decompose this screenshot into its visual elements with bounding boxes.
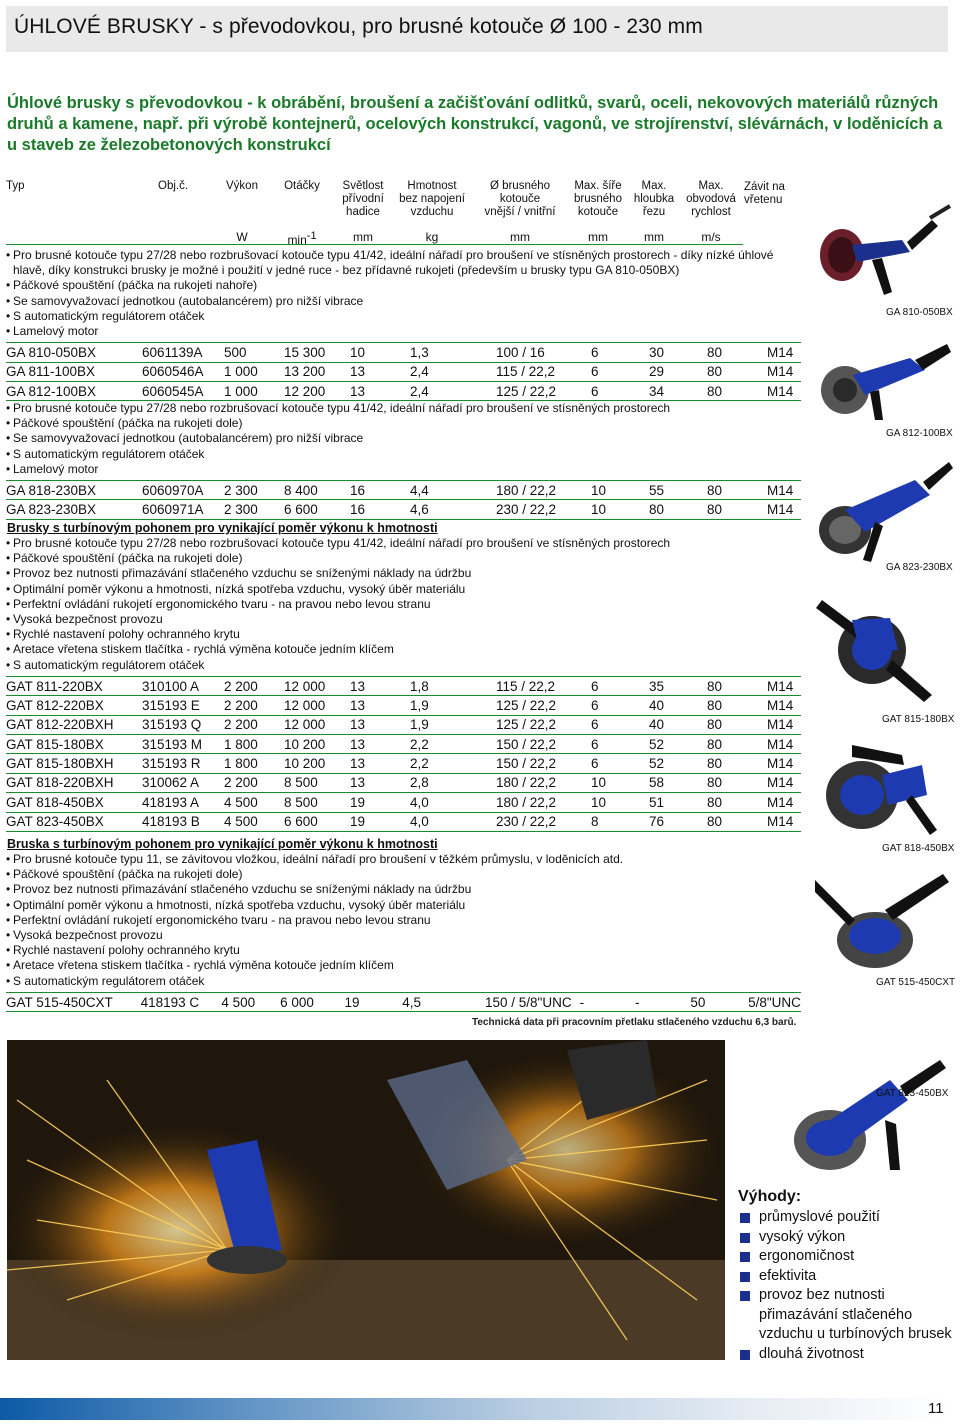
bullet: • Se samovyvažovací jednotkou (autobalancérem) pro nižší vibrace xyxy=(0,294,800,309)
table-cell: 1 800 xyxy=(224,735,284,754)
unit-mm-depth: mm xyxy=(644,230,664,244)
table-cell: 6 xyxy=(591,715,649,734)
header-divider xyxy=(6,244,743,245)
table-cell: 418193 C xyxy=(141,992,222,1011)
table-cell: 2 200 xyxy=(224,715,284,734)
header-vykon: Výkon xyxy=(226,180,258,192)
table-cell: 115 / 22,2 xyxy=(496,362,591,381)
table-cell: 230 / 22,2 xyxy=(496,812,591,831)
table-cell: 1,8 xyxy=(410,676,496,695)
table-cell: 4 500 xyxy=(224,812,284,831)
page-number: 11 xyxy=(928,1400,944,1417)
table-cell: 5/8"UNC xyxy=(748,992,801,1011)
bullet: • Perfektní ovládání rukojetí ergonomického tvaru - na pravou nebo levou stranu xyxy=(0,913,800,928)
table-cell: 6 xyxy=(591,362,649,381)
bullet: • Rychlé nastavení polohy ochranného krytu xyxy=(0,627,800,642)
table-cell: 6 xyxy=(591,735,649,754)
table-cell: 10 xyxy=(591,773,649,792)
table-cell: 8 500 xyxy=(284,793,350,812)
bullet: • Páčkové spouštění (páčka na rukojeti nahoře) xyxy=(0,278,800,293)
table-cell: 80 xyxy=(707,715,767,734)
table-cell: 16 xyxy=(350,481,410,500)
table-cell: 4 500 xyxy=(221,992,280,1011)
table-row xyxy=(6,382,801,401)
table-row xyxy=(6,735,801,754)
table-cell: 2,2 xyxy=(410,735,496,754)
table-cell: M14 xyxy=(767,696,801,715)
bullet: • Se samovyvažovací jednotkou (autobalancérem) pro nižší vibrace xyxy=(0,431,800,446)
bullet: • Vysoká bezpečnost provozu xyxy=(0,928,800,943)
section-4-table xyxy=(6,992,801,1012)
table-cell: GAT 812-220BXH xyxy=(6,715,142,734)
table-cell: 6061139A xyxy=(142,343,224,362)
title-bar xyxy=(6,6,948,52)
table-cell: M14 xyxy=(767,793,801,812)
section-4-heading: Bruska s turbínovým pohonem pro vynikající poměr výkonu k hmotnosti xyxy=(7,837,438,851)
table-cell: 1,3 xyxy=(410,343,496,362)
table-cell: 115 / 22,2 xyxy=(496,676,591,695)
table-cell: 315193 R xyxy=(142,754,224,773)
header-svetlost: Světlost přívodní hadice xyxy=(342,180,384,218)
table-cell: 4 500 xyxy=(224,793,284,812)
advantage-item: průmyslové použití xyxy=(738,1208,953,1228)
table-cell: GAT 818-220BXH xyxy=(6,773,142,792)
table-cell: 10 xyxy=(591,481,649,500)
advantage-item: dlouhá životnost xyxy=(738,1345,953,1365)
table-cell: 6 xyxy=(591,754,649,773)
table-cell: GA 823-230BX xyxy=(6,500,142,519)
unit-ms: m/s xyxy=(701,230,721,244)
table-cell: 80 xyxy=(707,676,767,695)
header-hmotnost: Hmotnost bez napojení vzduchu xyxy=(399,180,465,218)
table-cell: 2 200 xyxy=(224,696,284,715)
table-cell: 34 xyxy=(649,382,707,401)
table-cell: GA 812-100BX xyxy=(6,382,142,401)
table-row xyxy=(6,676,801,695)
table-cell: GAT 812-220BX xyxy=(6,696,142,715)
table-cell: M14 xyxy=(767,500,801,519)
technical-note: Technická data při pracovním přetlaku stlačeného vzduchu 6,3 barů. xyxy=(472,1017,797,1028)
table-cell: 315193 Q xyxy=(142,715,224,734)
table-cell: 13 xyxy=(350,754,410,773)
unit-mm-width: mm xyxy=(588,230,608,244)
advantage-item: ergonomičnost xyxy=(738,1247,953,1267)
table-cell: - xyxy=(580,992,635,1011)
table-cell: M14 xyxy=(767,812,801,831)
table-cell: M14 xyxy=(767,382,801,401)
header-otacky: Otáčky xyxy=(284,180,320,192)
table-cell: 52 xyxy=(649,735,707,754)
bullet: • Pro brusné kotouče typu 27/28 nebo rozbrušovací kotouče typu 41/42, ideální nářadí pro broušení ve stísněných prostorech - díky nízké úhlové hlavě, díky konstrukci brusky je možné i použití v jedné ruce - bez přídavné rukojeti (především u brusky typu GA 810-050BX) xyxy=(0,248,803,278)
grinder-image-gat815 xyxy=(812,590,952,710)
table-cell: 6 xyxy=(591,676,649,695)
table-cell: 1 000 xyxy=(224,382,284,401)
bullet: • Lamelový motor xyxy=(0,462,800,477)
table-cell: 4,5 xyxy=(402,992,485,1011)
product-label-6: GAT 515-450CXT xyxy=(876,977,956,988)
table-cell: 6060545A xyxy=(142,382,224,401)
table-cell: GA 810-050BX xyxy=(6,343,142,362)
page-title: ÚHLOVÉ BRUSKY - s převodovkou, pro brusné kotouče Ø 100 - 230 mm xyxy=(14,15,703,38)
table-row xyxy=(6,362,801,381)
table-cell: 2 300 xyxy=(224,481,284,500)
table-cell: 80 xyxy=(707,481,767,500)
table-row xyxy=(6,500,801,519)
table-cell: 150 / 5/8"UNC xyxy=(485,992,580,1011)
grinding-photo xyxy=(7,1040,725,1360)
table-cell: 418193 B xyxy=(142,812,224,831)
table-row xyxy=(6,992,801,1011)
table-cell: 500 xyxy=(224,343,284,362)
table-cell: 80 xyxy=(649,500,707,519)
table-cell: M14 xyxy=(767,754,801,773)
bullet: • Optimální poměr výkonu a hmotnosti, nízká spotřeba vzduchu, vysoký úběr materiálu xyxy=(0,898,800,913)
bullet: • S automatickým regulátorem otáček xyxy=(0,309,800,324)
grinder-image-ga823 xyxy=(815,460,955,565)
table-cell: 12 000 xyxy=(284,715,350,734)
table-cell: 40 xyxy=(649,715,707,734)
table-cell: 2,2 xyxy=(410,754,496,773)
table-cell: 12 000 xyxy=(284,696,350,715)
table-row xyxy=(6,773,801,792)
table-cell: 1,9 xyxy=(410,696,496,715)
table-cell: 76 xyxy=(649,812,707,831)
table-cell: GA 811-100BX xyxy=(6,362,142,381)
section-1 xyxy=(0,248,800,401)
table-row xyxy=(6,715,801,734)
table-cell: GAT 818-450BX xyxy=(6,793,142,812)
bullet: • S automatickým regulátorem otáček xyxy=(0,974,800,989)
advantages-title: Výhody: xyxy=(738,1188,802,1205)
table-cell: 310100 A xyxy=(142,676,224,695)
table-row xyxy=(6,793,801,812)
table-cell: 4,0 xyxy=(410,793,496,812)
section-1-table xyxy=(6,342,801,401)
bullet: • Rychlé nastavení polohy ochranného krytu xyxy=(0,943,800,958)
table-cell: M14 xyxy=(767,715,801,734)
table-cell: 80 xyxy=(707,773,767,792)
table-cell: 15 300 xyxy=(284,343,350,362)
bullet: • S automatickým regulátorem otáček xyxy=(0,447,800,462)
grinder-image-gat818 xyxy=(812,735,952,845)
bullet: • Páčkové spouštění (páčka na rukojeti dole) xyxy=(0,867,800,882)
table-row xyxy=(6,812,801,831)
table-cell: 10 xyxy=(350,343,410,362)
table-cell: 6 xyxy=(591,696,649,715)
header-hloubka: Max. hloubka řezu xyxy=(633,180,675,218)
table-cell: M14 xyxy=(767,362,801,381)
table-cell: GAT 815-180BX xyxy=(6,735,142,754)
table-cell: 6 xyxy=(591,382,649,401)
table-cell: 10 200 xyxy=(284,754,350,773)
section-3-heading: Brusky s turbínovým pohonem pro vynikající poměr výkonu k hmotnosti xyxy=(7,521,438,535)
grinder-image-gat515 xyxy=(815,870,955,975)
table-cell: M14 xyxy=(767,481,801,500)
section-4 xyxy=(0,836,800,1012)
table-cell: 125 / 22,2 xyxy=(496,715,591,734)
bullet: • Provoz bez nutnosti přimazávání stlačeného vzduchu se sníženými náklady na údržbu xyxy=(0,882,800,897)
table-cell: 125 / 22,2 xyxy=(496,382,591,401)
table-cell: 125 / 22,2 xyxy=(496,696,591,715)
table-cell: 40 xyxy=(649,696,707,715)
table-cell: 12 200 xyxy=(284,382,350,401)
table-cell: 418193 A xyxy=(142,793,224,812)
table-cell: 10 xyxy=(591,500,649,519)
section-2-bullets xyxy=(0,401,800,477)
table-cell: 150 / 22,2 xyxy=(496,735,591,754)
section-2-table xyxy=(6,480,801,520)
table-cell: 2,8 xyxy=(410,773,496,792)
section-1-bullets xyxy=(0,248,800,339)
table-cell: 180 / 22,2 xyxy=(496,481,591,500)
table-cell: 1 800 xyxy=(224,754,284,773)
table-cell: 100 / 16 xyxy=(496,343,591,362)
bullet: • Optimální poměr výkonu a hmotnosti, nízká spotřeba vzduchu, vysoký úběr materiálu xyxy=(0,582,800,597)
table-cell: 13 xyxy=(350,676,410,695)
table-cell: GAT 515-450CXT xyxy=(6,992,141,1011)
intro-text: Úhlové brusky s převodovkou - k obrábění, broušení a začišťování odlitků, svarů, oceli, nekovových materiálů různých druhů a kamene, např. při výrobě kontejnerů, ocelových konstrukcí, vagonů, ve strojírenství, slévárnách, v loděnicích a u staveb ze železobetonových konstrukcí xyxy=(7,94,943,154)
table-cell: 80 xyxy=(707,812,767,831)
product-label-5: GAT 818-450BX xyxy=(882,843,955,854)
table-cell: M14 xyxy=(767,343,801,362)
table-header xyxy=(0,176,840,246)
table-cell: 30 xyxy=(649,343,707,362)
advantage-item: efektivita xyxy=(738,1267,953,1287)
table-cell: 80 xyxy=(707,754,767,773)
unit-w: W xyxy=(236,230,248,244)
table-cell: 4,4 xyxy=(410,481,496,500)
advantage-item: vysoký výkon xyxy=(738,1228,953,1248)
unit-kg: kg xyxy=(425,230,439,244)
table-cell: 13 xyxy=(350,715,410,734)
table-cell: 2,4 xyxy=(410,362,496,381)
table-cell: 6 000 xyxy=(280,992,344,1011)
table-row xyxy=(6,754,801,773)
table-cell: 13 200 xyxy=(284,362,350,381)
bullet: • Perfektní ovládání rukojetí ergonomického tvaru - na pravou nebo levou stranu xyxy=(0,597,800,612)
table-cell: 2 200 xyxy=(224,773,284,792)
header-typ: Typ xyxy=(6,180,25,192)
table-cell: 13 xyxy=(350,773,410,792)
grinder-image-ga810 xyxy=(812,200,952,305)
product-label-7: GAT 823-450BX xyxy=(876,1088,949,1099)
table-cell: 51 xyxy=(649,793,707,812)
table-cell: - xyxy=(635,992,690,1011)
table-cell: 58 xyxy=(649,773,707,792)
table-cell: 8 500 xyxy=(284,773,350,792)
table-cell: 315193 M xyxy=(142,735,224,754)
table-cell: 310062 A xyxy=(142,773,224,792)
table-cell: 2,4 xyxy=(410,382,496,401)
bullet: • Aretace vřetena stiskem tlačítka - rychlá výměna kotouče jedním klíčem xyxy=(0,958,800,973)
section-2 xyxy=(0,401,800,520)
section-3 xyxy=(0,520,800,832)
bullet: • Pro brusné kotouče typu 27/28 nebo rozbrušovací kotouče typu 41/42, ideální nářadí pro broušení ve stísněných prostorech xyxy=(0,536,800,551)
table-cell: 2 300 xyxy=(224,500,284,519)
table-cell: 1,9 xyxy=(410,715,496,734)
header-zavit: Závit na vřetenu xyxy=(744,181,785,206)
table-cell: 80 xyxy=(707,343,767,362)
bullet: • Aretace vřetena stiskem tlačítka - rychlá výměna kotouče jedním klíčem xyxy=(0,642,800,657)
table-cell: 19 xyxy=(350,793,410,812)
table-cell: 315193 E xyxy=(142,696,224,715)
table-cell: 80 xyxy=(707,362,767,381)
header-prumer: Ø brusného kotouče vnější / vnitřní xyxy=(484,180,556,218)
table-cell: 12 000 xyxy=(284,676,350,695)
bullet: • Pro brusné kotouče typu 11, se závitovou vložkou, ideální nářadí pro broušení v těžkém průmyslu, v loděnicích atd. xyxy=(0,852,800,867)
table-cell: 80 xyxy=(707,696,767,715)
table-cell: M14 xyxy=(767,773,801,792)
table-cell: 6 xyxy=(591,343,649,362)
grinder-image-ga812 xyxy=(815,330,955,425)
product-label-1: GA 810-050BX xyxy=(886,307,953,318)
table-cell: 180 / 22,2 xyxy=(496,793,591,812)
bullet: • Páčkové spouštění (páčka na rukojeti dole) xyxy=(0,551,800,566)
bullet: • Pro brusné kotouče typu 27/28 nebo rozbrušovací kotouče typu 41/42, ideální nářadí pro broušení ve stísněných prostorech xyxy=(0,401,800,416)
table-cell: M14 xyxy=(767,735,801,754)
bullet: • Vysoká bezpečnost provozu xyxy=(0,612,800,627)
table-cell: 10 200 xyxy=(284,735,350,754)
table-cell: 6 600 xyxy=(284,500,350,519)
table-cell: 19 xyxy=(350,812,410,831)
footer-bar xyxy=(0,1398,950,1420)
unit-min: $\min^{-1}$ xyxy=(287,230,317,247)
table-cell: 13 xyxy=(350,362,410,381)
table-cell: GAT 811-220BX xyxy=(6,676,142,695)
product-label-4: GAT 815-180BX xyxy=(882,714,955,725)
table-cell: 6060971A xyxy=(142,500,224,519)
table-cell: 4,0 xyxy=(410,812,496,831)
product-label-2: GA 812-100BX xyxy=(886,428,953,439)
table-cell: 80 xyxy=(707,500,767,519)
table-cell: GAT 815-180BXH xyxy=(6,754,142,773)
table-cell: 35 xyxy=(649,676,707,695)
table-cell: 16 xyxy=(350,500,410,519)
table-cell: 52 xyxy=(649,754,707,773)
table-row xyxy=(6,481,801,500)
table-cell: 4,6 xyxy=(410,500,496,519)
unit-mm-hose: mm xyxy=(353,230,373,244)
advantages-list xyxy=(738,1208,953,1364)
table-cell: 13 xyxy=(350,382,410,401)
table-cell: 80 xyxy=(707,793,767,812)
table-cell: 6060546A xyxy=(142,362,224,381)
table-cell: 10 xyxy=(591,793,649,812)
table-cell: 13 xyxy=(350,735,410,754)
table-cell: 13 xyxy=(350,696,410,715)
header-obj: Obj.č. xyxy=(158,180,189,192)
table-cell: 80 xyxy=(707,382,767,401)
table-cell: 6 600 xyxy=(284,812,350,831)
table-cell: M14 xyxy=(767,676,801,695)
product-label-3: GA 823-230BX xyxy=(886,562,953,573)
table-cell: 6060970A xyxy=(142,481,224,500)
bullet: • Provoz bez nutnosti přimazávání stlačeného vzduchu se sníženými náklady na údržbu xyxy=(0,566,800,581)
table-cell: 55 xyxy=(649,481,707,500)
bullet: • Lamelový motor xyxy=(0,324,800,339)
section-4-bullets xyxy=(0,852,800,989)
bullet: • S automatickým regulátorem otáček xyxy=(0,658,800,673)
table-cell: 2 200 xyxy=(224,676,284,695)
table-cell: 8 xyxy=(591,812,649,831)
table-cell: 150 / 22,2 xyxy=(496,754,591,773)
section-3-table xyxy=(6,676,801,832)
table-cell: 29 xyxy=(649,362,707,381)
bullet: • Páčkové spouštění (páčka na rukojeti dole) xyxy=(0,416,800,431)
grinder-image-gat823 xyxy=(790,1030,952,1180)
sparks-illustration xyxy=(7,1040,725,1360)
advantages-box xyxy=(738,1188,953,1364)
table-cell: 230 / 22,2 xyxy=(496,500,591,519)
unit-mm-disc: mm xyxy=(510,230,530,244)
table-cell: GAT 823-450BX xyxy=(6,812,142,831)
table-cell: 19 xyxy=(345,992,403,1011)
table-cell: GA 818-230BX xyxy=(6,481,142,500)
advantage-item: provoz bez nutnosti přimazávání stlačeného vzduchu u turbínových brusek xyxy=(738,1286,953,1345)
header-rychlost: Max. obvodová rychlost xyxy=(686,180,736,218)
table-cell: 180 / 22,2 xyxy=(496,773,591,792)
table-row xyxy=(6,343,801,362)
table-cell: 50 xyxy=(690,992,748,1011)
section-3-bullets xyxy=(0,536,800,673)
header-sire: Max. šíře brusného kotouče xyxy=(574,180,622,218)
table-cell: 1 000 xyxy=(224,362,284,381)
table-cell: 8 400 xyxy=(284,481,350,500)
table-row xyxy=(6,696,801,715)
table-cell: 80 xyxy=(707,735,767,754)
